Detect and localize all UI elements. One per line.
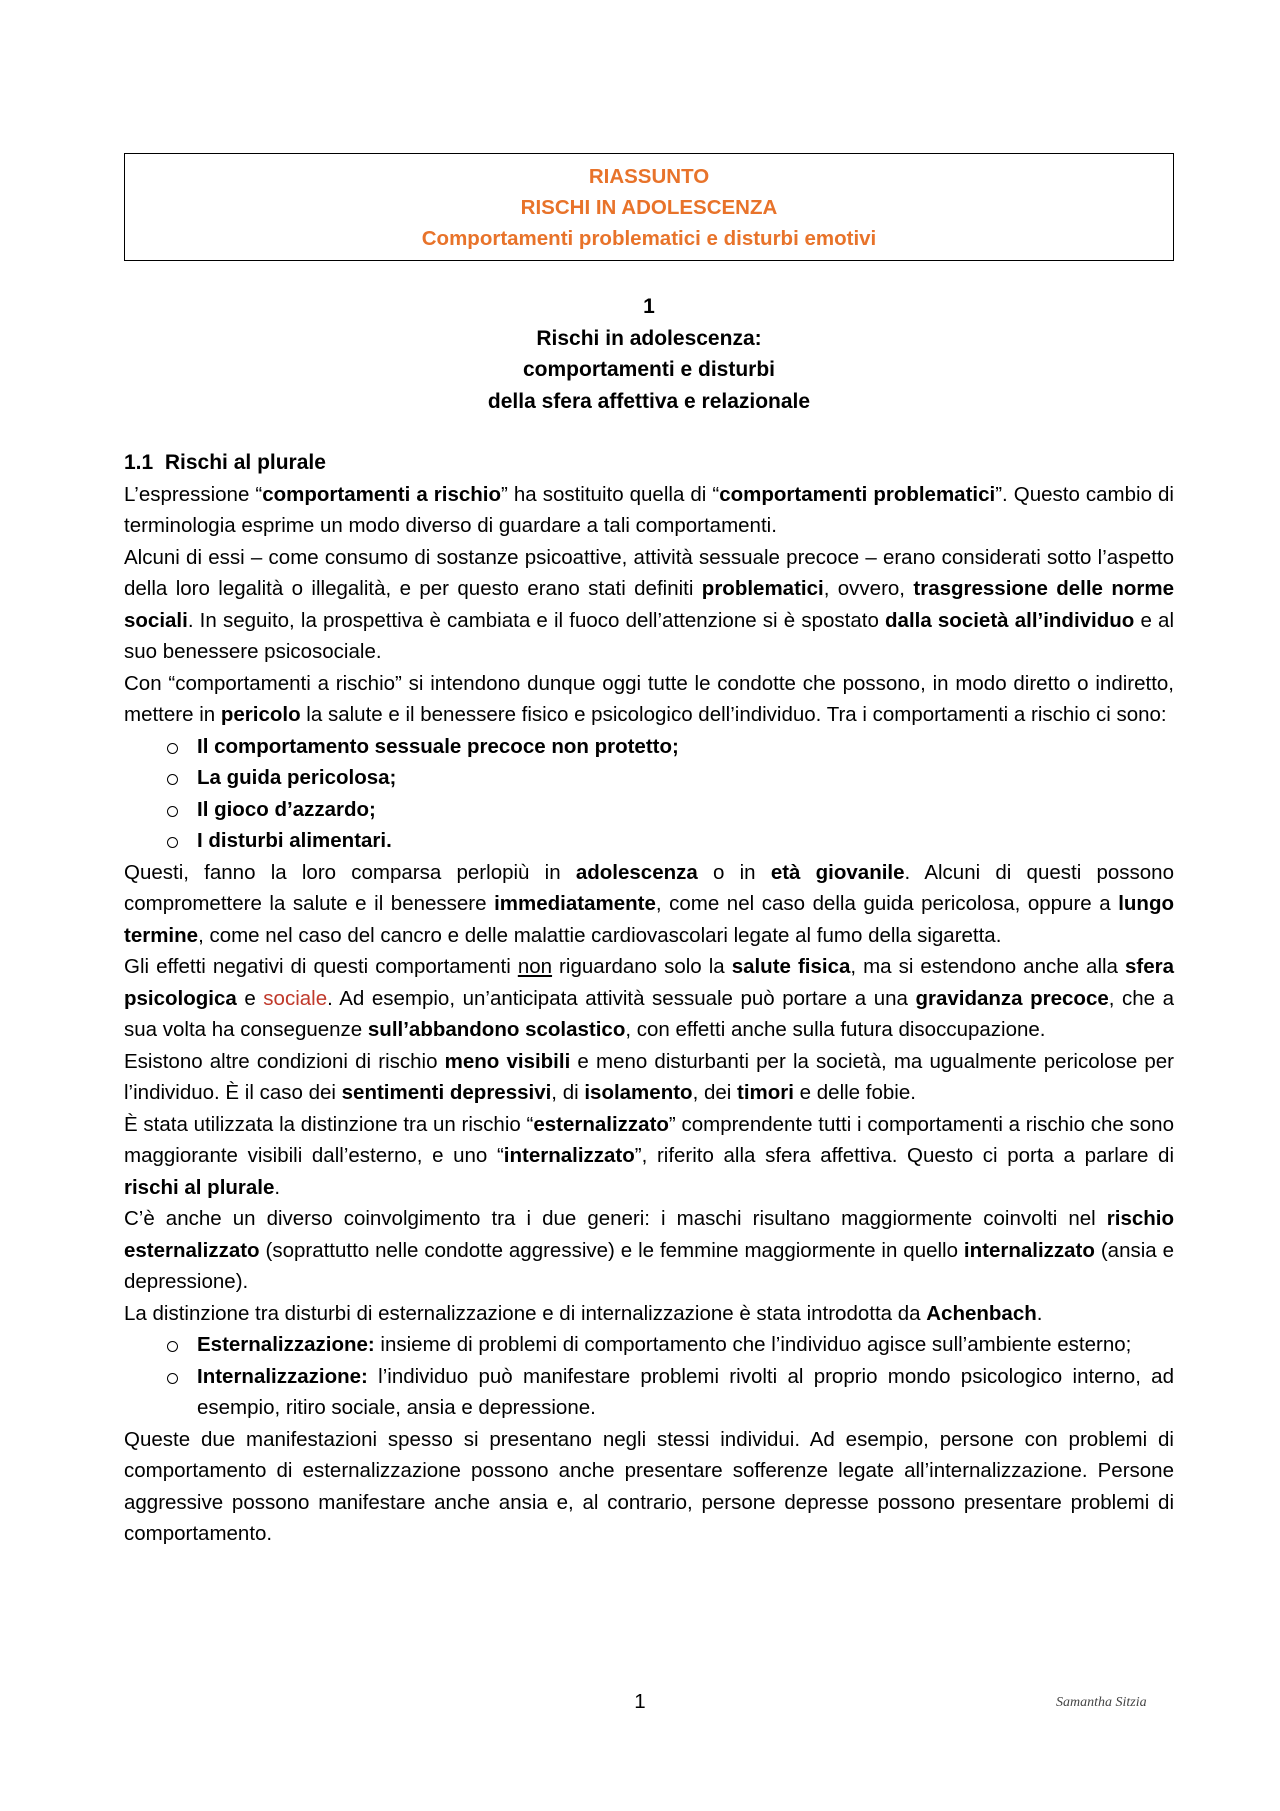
chapter-heading [124, 291, 1174, 417]
highlighted-text: sociale [263, 986, 328, 1010]
bold-text: internalizzato [963, 1238, 1095, 1262]
text: ” ha sostituito quella di “ [501, 482, 720, 506]
page-number: 1 [634, 1690, 646, 1713]
bold-text: lungo termine [124, 892, 1174, 947]
section-title: 1.1 Rischi al plurale [124, 451, 326, 474]
paragraph-3 [124, 668, 1174, 731]
paragraph-4 [124, 857, 1174, 952]
page-content [124, 153, 1174, 1550]
text: . [274, 1175, 281, 1199]
chapter-title-3: della sfera affettiva e relazionale [487, 389, 811, 413]
list-item-text: I disturbi alimentari. [197, 829, 392, 852]
text: ”, riferito alla sfera affettiva. Questo ci porta a parlare di [634, 1144, 1174, 1167]
bold-text: esternalizzato [533, 1112, 669, 1136]
paragraph-6 [124, 1046, 1174, 1109]
text: . [1036, 1301, 1043, 1325]
text: L’espressione “ [124, 482, 263, 506]
bold-text: trasgressione delle norme sociali [124, 577, 1174, 632]
chapter-title-1: Rischi in adolescenza: [536, 326, 762, 350]
text: , che a sua volta ha conseguenze [124, 986, 1175, 1041]
text: , ovvero, [823, 577, 914, 600]
text: Gli effetti negativi di questi comportamenti [124, 955, 518, 978]
definition-text: insieme di problemi di comportamento che l’individuo agisce sull’ambiente esterno; [374, 1333, 1132, 1356]
bold-text: salute fisica [731, 955, 851, 978]
list-item [167, 794, 1174, 826]
paragraph-10 [124, 1424, 1174, 1550]
definition-term: Internalizzazione: [197, 1364, 368, 1388]
title-line-2: RISCHI IN ADOLESCENZA [520, 196, 778, 219]
list-item [167, 731, 1174, 763]
bold-text: sentimenti depressivi [341, 1081, 552, 1104]
title-line-1: RIASSUNTO [588, 165, 710, 188]
title-box [124, 153, 1174, 261]
bold-text: problematici [701, 577, 824, 600]
paragraph-2 [124, 542, 1174, 668]
risk-behaviours-list [124, 731, 1174, 857]
text: . In seguito, la prospettiva è cambiata e il fuoco dell’attenzione si è spostato [187, 608, 886, 632]
body-text [124, 479, 1174, 1550]
bold-text: adolescenza [575, 860, 698, 884]
bold-text: meno visibili [444, 1049, 571, 1073]
text: Esistono altre condizioni di rischio [124, 1049, 445, 1073]
text: C’è anche un diverso coinvolgimento tra i due generi: i maschi risultano maggiormente coinvolti nel [124, 1207, 1107, 1230]
bold-text: internalizzato [503, 1144, 635, 1167]
text: e [236, 986, 264, 1010]
bold-text: comportamenti problematici [719, 482, 996, 506]
bold-text: gravidanza precoce [915, 986, 1109, 1010]
text: o in [697, 860, 771, 884]
bold-text: comportamenti a rischio [262, 482, 501, 506]
bold-text: rischi al plurale [124, 1175, 275, 1199]
text: Alcuni di essi – come consumo di sostanze psicoattive, attività sessuale precoce – erano considerati sotto l’aspetto della loro legalità o illegalità, e per questo erano stati definiti [124, 545, 1174, 600]
text: , come nel caso della guida pericolosa, oppure a [655, 892, 1119, 915]
text: , come nel caso del cancro e delle malattie cardiovascolari legate al fumo della sigaretta. [198, 923, 1002, 947]
definition-text: l’individuo può manifestare problemi rivolti al proprio mondo psicologico interno, ad esempio, ritiro sociale, ansia e depressione. [197, 1364, 1174, 1419]
text: Questi, fanno la loro comparsa perlopiù in [124, 860, 576, 884]
text: la salute e il benessere fisico e psicologico dell’individuo. Tra i comportamenti a rischio ci sono: [300, 703, 1167, 726]
text: e delle fobie. [793, 1081, 916, 1104]
text: (soprattutto nelle condotte aggressive) e le femmine maggiormente in quello [259, 1238, 964, 1262]
chapter-number: 1 [643, 295, 655, 318]
bold-text: Achenbach [926, 1301, 1037, 1325]
bold-text: immediatamente [494, 892, 656, 915]
bold-text: timori [737, 1081, 794, 1104]
underlined-text: non [517, 955, 553, 978]
paragraph-8 [124, 1203, 1174, 1298]
bold-text: dalla società all’individuo [885, 608, 1135, 632]
text: e al suo benessere psicosociale. [124, 608, 1175, 663]
text: È stata utilizzata la distinzione tra un rischio “ [124, 1112, 534, 1136]
list-item [167, 762, 1174, 794]
list-item-text: Il comportamento sessuale precoce non protetto; [197, 734, 679, 758]
chapter-title-2: comportamenti e disturbi [522, 358, 776, 381]
text: Con “comportamenti a rischio” si intendono dunque oggi tutte le condotte che possono, in modo diretto o indiretto, mettere in [124, 671, 1174, 726]
text: (ansia e depressione). [124, 1238, 1174, 1293]
bold-text: isolamento [584, 1081, 693, 1104]
paragraph-9 [124, 1298, 1174, 1330]
bold-text: sull’abbandono scolastico [367, 1018, 626, 1041]
text: e meno disturbanti per la società, ma ugualmente pericolose per l’individuo. È il caso dei [124, 1049, 1174, 1104]
text: ”. Questo cambio di terminologia esprime un modo diverso di guardare a tali comportamenti. [124, 482, 1174, 537]
definition-term: Esternalizzazione: [197, 1333, 375, 1356]
list-item-text: Il gioco d’azzardo; [197, 797, 376, 821]
text: ” comprendente tutti i comportamenti a rischio che sono maggiorante visibili dall’esterno, e uno “ [124, 1112, 1174, 1167]
list-item [167, 1361, 1174, 1424]
text: , con effetti anche sulla futura disoccupazione. [625, 1018, 1046, 1041]
text: , ma si estendono anche alla [850, 955, 1125, 978]
bold-text: pericolo [220, 703, 301, 726]
text: , di [551, 1081, 585, 1104]
definitions-list [124, 1329, 1174, 1424]
title-line-3: Comportamenti problematici e disturbi emotivi [421, 227, 877, 250]
paragraph-5 [124, 951, 1174, 1046]
text: riguardano solo la [552, 955, 732, 978]
text: , dei [692, 1081, 738, 1104]
bold-text: rischio esternalizzato [124, 1207, 1174, 1262]
paragraph-7 [124, 1109, 1174, 1204]
text: La distinzione tra disturbi di esternalizzazione e di internalizzazione è stata introdotta da [124, 1301, 927, 1325]
author-signature: Samantha Sitzia [1056, 1695, 1147, 1710]
list-item [167, 825, 1174, 857]
bold-text: età giovanile [770, 860, 905, 884]
paragraph-1 [124, 479, 1174, 542]
list-item [167, 1329, 1174, 1361]
text: . Ad esempio, un’anticipata attività sessuale può portare a una [327, 986, 916, 1010]
text: Queste due manifestazioni spesso si presentano negli stessi individui. Ad esempio, persone con problemi di comportamento di esternalizzazione possono anche presentare sofferenze legate all’internalizzazione. Persone aggressive possono manifestare anche ansia e, al contrario, persone depresse possono presentare problemi di comportamento. [124, 1427, 1174, 1545]
list-item-text: La guida pericolosa; [197, 766, 397, 789]
bold-text: sfera psicologica [124, 955, 1174, 1010]
text: . Alcuni di questi possono compromettere la salute e il benessere [124, 860, 1174, 915]
